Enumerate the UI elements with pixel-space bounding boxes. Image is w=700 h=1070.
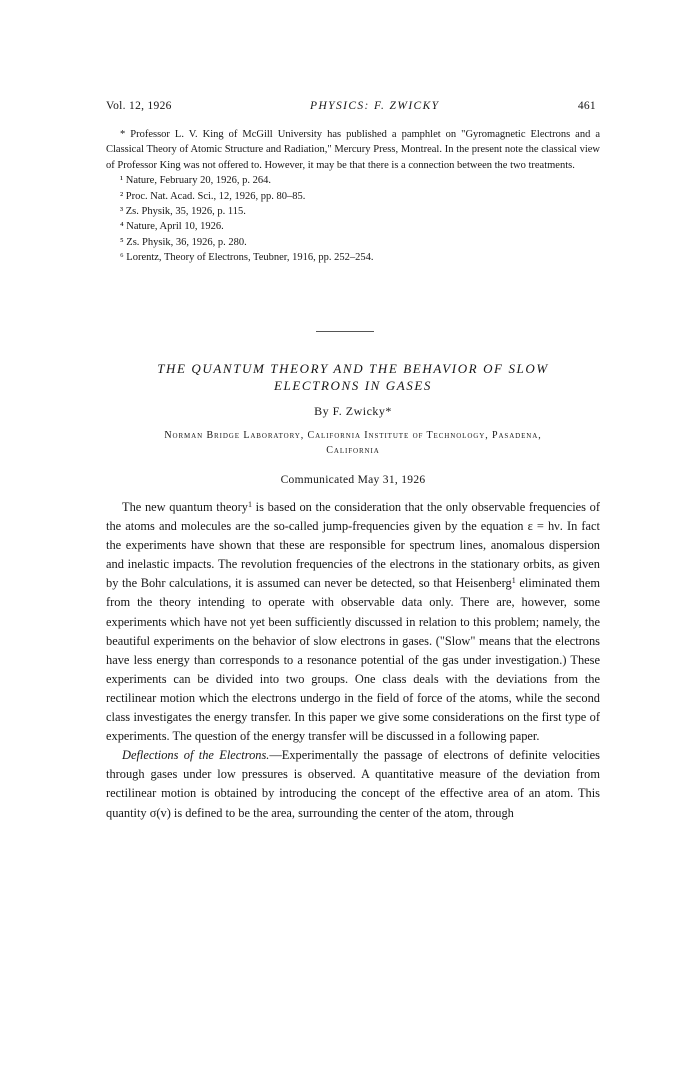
footnote-item: ⁵ Zs. Physik, 36, 1926, p. 280. (120, 236, 247, 248)
footnote-item: ¹ Nature, February 20, 1926, p. 264. (120, 175, 271, 187)
body-text: The new quantum theory (122, 500, 248, 514)
body-paragraph (106, 746, 600, 822)
section-divider (316, 331, 374, 332)
body-text: is based on the consideration that the only observable frequencies of the atoms and molecules are the so-called jump-frequencies given by the equation ε = hν. In fact the experiments have shown that these are responsible for spectrum lines, anomalous dispersion and inelastic impacts. The revolution frequencies of the electrons in the stationary orbits, as given by the Bohr calculations, it is assumed can never be detected, so that Heisenberg (106, 500, 600, 591)
footnote-item: ⁴ Nature, April 10, 1926. (120, 221, 224, 233)
body-text: —Experimentally the passage of electrons of definite velocities through gases under low pressures is observed. A quantitative measure of the deviation from rectilinear motion is obtained by introducing the concept of the effective area of an atom. This quantity σ(v) is defined to be the area, surrounding the center of the atom, through (106, 748, 600, 820)
article-title (106, 360, 600, 394)
footnote-item: ³ Zs. Physik, 35, 1926, p. 115. (120, 206, 246, 218)
article-author: By F. Zwicky* (314, 404, 392, 418)
footnote-main: * Professor L. V. King of McGill University has published a pamphlet on "Gyromagnetic Electrons and a Classical Theory of Atomic Structure and Radiation," Mercury Press, Montreal. In the present note the classical view of Professor King was not offered to. However, it may be that there is a connection between the two treatments. (106, 129, 600, 171)
affiliation-line: California (326, 445, 380, 456)
body-text: eliminated them from the theory intending to operate with observable data only. There are, however, some experiments which have not yet been sufficiently discussed in relation to this problem; namely, the beautiful experiments on the behavior of slow electrons in gases. ("Slow" means that the electrons have less energy than corresponds to a resonance potential of the gas under investigation.) These experiments can be divided into two groups. One class deals with the deviations from the rectilinear motion which the electrons undergo in the field of force of the atoms, while the second class investigates the energy transfer. In this paper we give some considerations on the first type of experiments. The question of the energy transfer will be discussed in a following paper. (106, 576, 600, 744)
footnote-item: ² Proc. Nat. Acad. Sci., 12, 1926, pp. 80–85. (120, 190, 306, 202)
footnotes (106, 127, 600, 266)
running-header (106, 100, 596, 112)
body-paragraph (106, 498, 600, 746)
communicated-date: Communicated May 31, 1926 (280, 474, 426, 486)
reference-mark: 1 (247, 500, 252, 509)
affiliation-line: Norman Bridge Laboratory, California Institute of Technology, Pasadena, (164, 430, 542, 441)
footnote-item: ⁶ Lorentz, Theory of Electrons, Teubner, 1916, pp. 252–254. (120, 252, 374, 264)
volume-label: Vol. 12, 1926 (106, 100, 172, 112)
author-affiliation (106, 428, 600, 458)
section-heading: Deflections of the Electrons. (122, 748, 270, 763)
page-number: 461 (577, 100, 596, 112)
article-body (106, 498, 600, 823)
running-title: PHYSICS: F. ZWICKY (310, 100, 440, 112)
article-title-line: THE QUANTUM THEORY AND THE BEHAVIOR OF SLOW (157, 361, 549, 376)
reference-mark: 1 (511, 576, 516, 586)
article-title-line: ELECTRONS IN GASES (273, 378, 433, 393)
